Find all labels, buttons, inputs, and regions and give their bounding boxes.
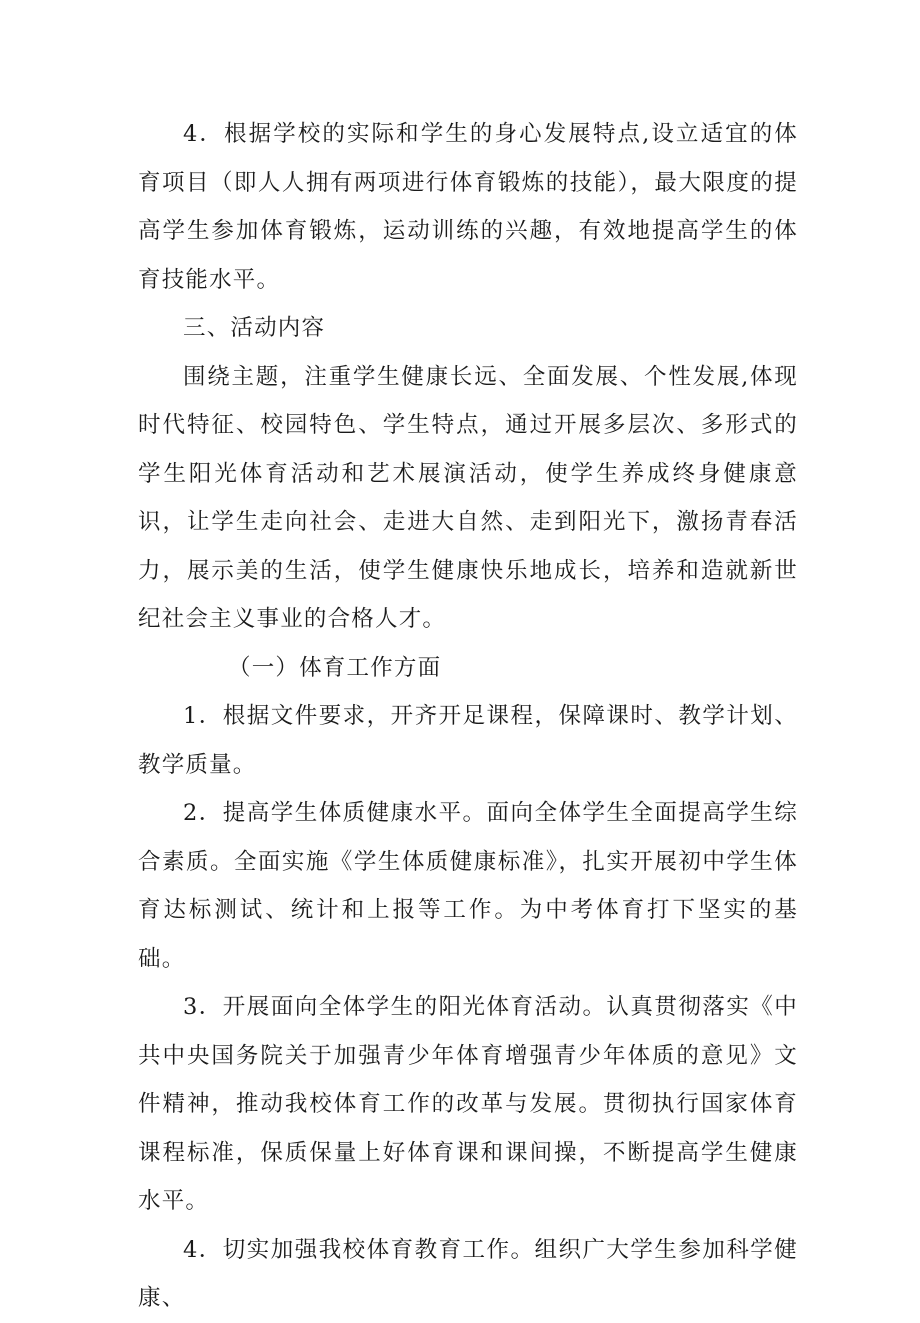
document-body xyxy=(138,110,798,1323)
paragraph-item-4-strengthen-education: 4．切实加强我校体育教育工作。组织广大学生参加科学健康、 xyxy=(138,1236,798,1311)
section-heading-activity-content: 三、活动内容 xyxy=(183,315,326,341)
paragraph-item-3-sunshine-sports: 3．开展面向全体学生的阳光体育活动。认真贯彻落实《中共中央国务院关于加强青少年体育增强青少年体质的意见》文件精神，推动我校体育工作的改革与发展。贯彻执行国家体育课程标准，保质保量上好体育课和课间操，不断提高学生健康水平。 xyxy=(138,994,798,1214)
paragraph-activity-overview: 围绕主题，注重学生健康长远、全面发展、个性发展,体现时代特征、校园特色、学生特点，通过开展多层次、多形式的学生阳光体育活动和艺术展演活动，使学生养成终身健康意识，让学生走向社会、走进大自然、走到阳光下，激扬青春活力，展示美的生活，使学生健康快乐地成长，培养和造就新世纪社会主义事业的合格人才。 xyxy=(138,363,798,632)
paragraph-item-4-sports-projects: 4．根据学校的实际和学生的身心发展特点,设立适宜的体育项目（即人人拥有两项进行体育锻炼的技能），最大限度的提高学生参加体育锻炼，运动训练的兴趣，有效地提高学生的体育技能水平。 xyxy=(138,121,798,293)
subsection-heading-sports-work: （一）体育工作方面 xyxy=(228,654,442,681)
paragraph-item-2-physical-health: 2．提高学生体质健康水平。面向全体学生全面提高学生综合素质。全面实施《学生体质健康标准》，扎实开展初中学生体育达标测试、统计和上报等工作。为中考体育打下坚实的基础。 xyxy=(138,800,798,972)
paragraph-item-1-curriculum: 1．根据文件要求，开齐开足课程，保障课时、教学计划、教学质量。 xyxy=(138,703,798,778)
